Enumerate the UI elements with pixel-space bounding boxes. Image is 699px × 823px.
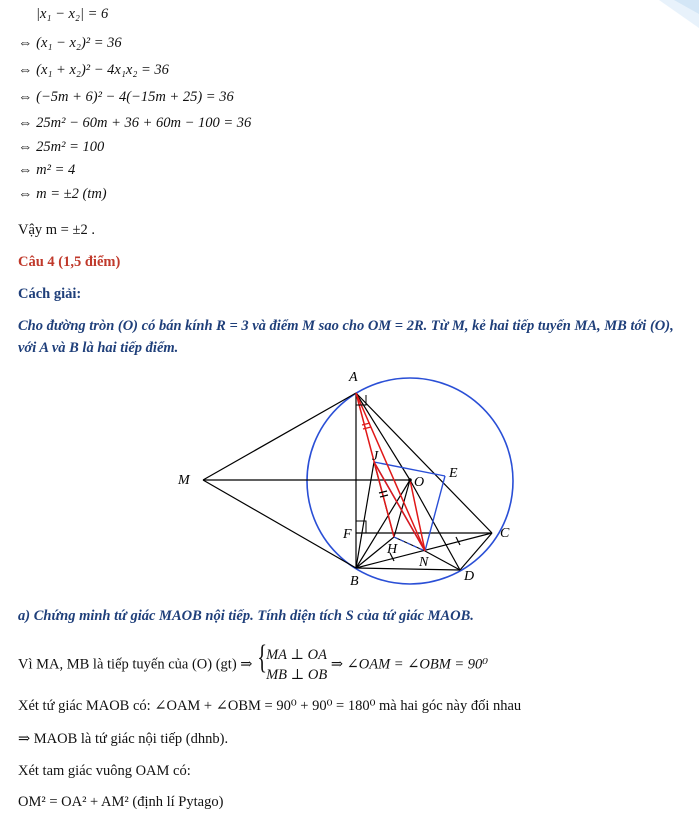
corner-decoration [639, 0, 699, 30]
perpendicular-system [256, 639, 328, 685]
solution-line-1-post: ⇒ ∠OAM = ∠OBM = 90⁰ [330, 656, 489, 673]
eq-line-4: ⇔ (−5m + 6)² − 4(−15m + 25) = 36 [18, 89, 234, 105]
label-F: F [343, 527, 352, 542]
part-a-heading: a) Chứng minh tứ giác MAOB nội tiếp. Tính diện tích S của tứ giác MAOB. [18, 608, 474, 624]
system-row-1: MA ⊥ OA [266, 647, 327, 663]
eq-line-3: ⇔ (x₁ + x₂)² − 4x₁x₂ = 36 [18, 62, 169, 78]
solution-line-5: OM² = OA² + AM² (định lí Pytago) [18, 794, 224, 810]
label-E: E [449, 466, 458, 481]
solution-line-1 [18, 639, 489, 685]
label-H: H [387, 542, 398, 557]
eq-line-2: ⇔ (x₁ − x₂)² = 36 [18, 35, 122, 51]
eq-line-1: |x₁ − x₂| = 6 [36, 6, 109, 22]
eq-line-5: ⇔ 25m² − 60m + 36 + 60m − 100 = 36 [18, 115, 252, 131]
problem-statement-1: Cho đường tròn (O) có bán kính R = 3 và điểm M sao cho OM = 2R. Từ M, kẻ hai tiếp tuyến MA, MB tới (O), [18, 318, 674, 334]
system-row-2: MB ⊥ OB [266, 667, 328, 683]
conclusion-line: Vậy m = ±2 . [18, 222, 95, 238]
label-O: O [414, 475, 425, 490]
solution-line-3: ⇒ MAOB là tứ giác nội tiếp (dhnb). [18, 731, 229, 747]
geometry-figure [170, 365, 530, 590]
brace-symbol: { [257, 639, 268, 676]
solution-line-2: Xét tứ giác MAOB có: ∠OAM + ∠OBM = 90⁰ + 90⁰ = 180⁰ mà hai góc này đối nhau [18, 698, 522, 714]
eq-line-7: ⇔ m² = 4 [18, 162, 76, 178]
eq-line-8: ⇔ m = ±2 (tm) [18, 186, 107, 202]
label-B: B [350, 574, 359, 589]
label-A: A [349, 370, 358, 385]
label-C: C [500, 526, 510, 541]
problem-statement-2: với A và B là hai tiếp điểm. [18, 340, 179, 356]
solution-line-4: Xét tam giác vuông OAM có: [18, 763, 191, 779]
label-M: M [178, 473, 190, 488]
section-heading-cau4: Câu 4 (1,5 điểm) [18, 254, 121, 270]
solution-heading: Cách giải: [18, 286, 82, 302]
label-N: N [419, 555, 429, 570]
label-J: J [372, 449, 379, 464]
eq-line-6: ⇔ 25m² = 100 [18, 139, 105, 155]
solution-line-1-pre: Vì MA, MB là tiếp tuyến của (O) (gt) ⇒ [18, 656, 253, 673]
label-D: D [464, 569, 475, 584]
